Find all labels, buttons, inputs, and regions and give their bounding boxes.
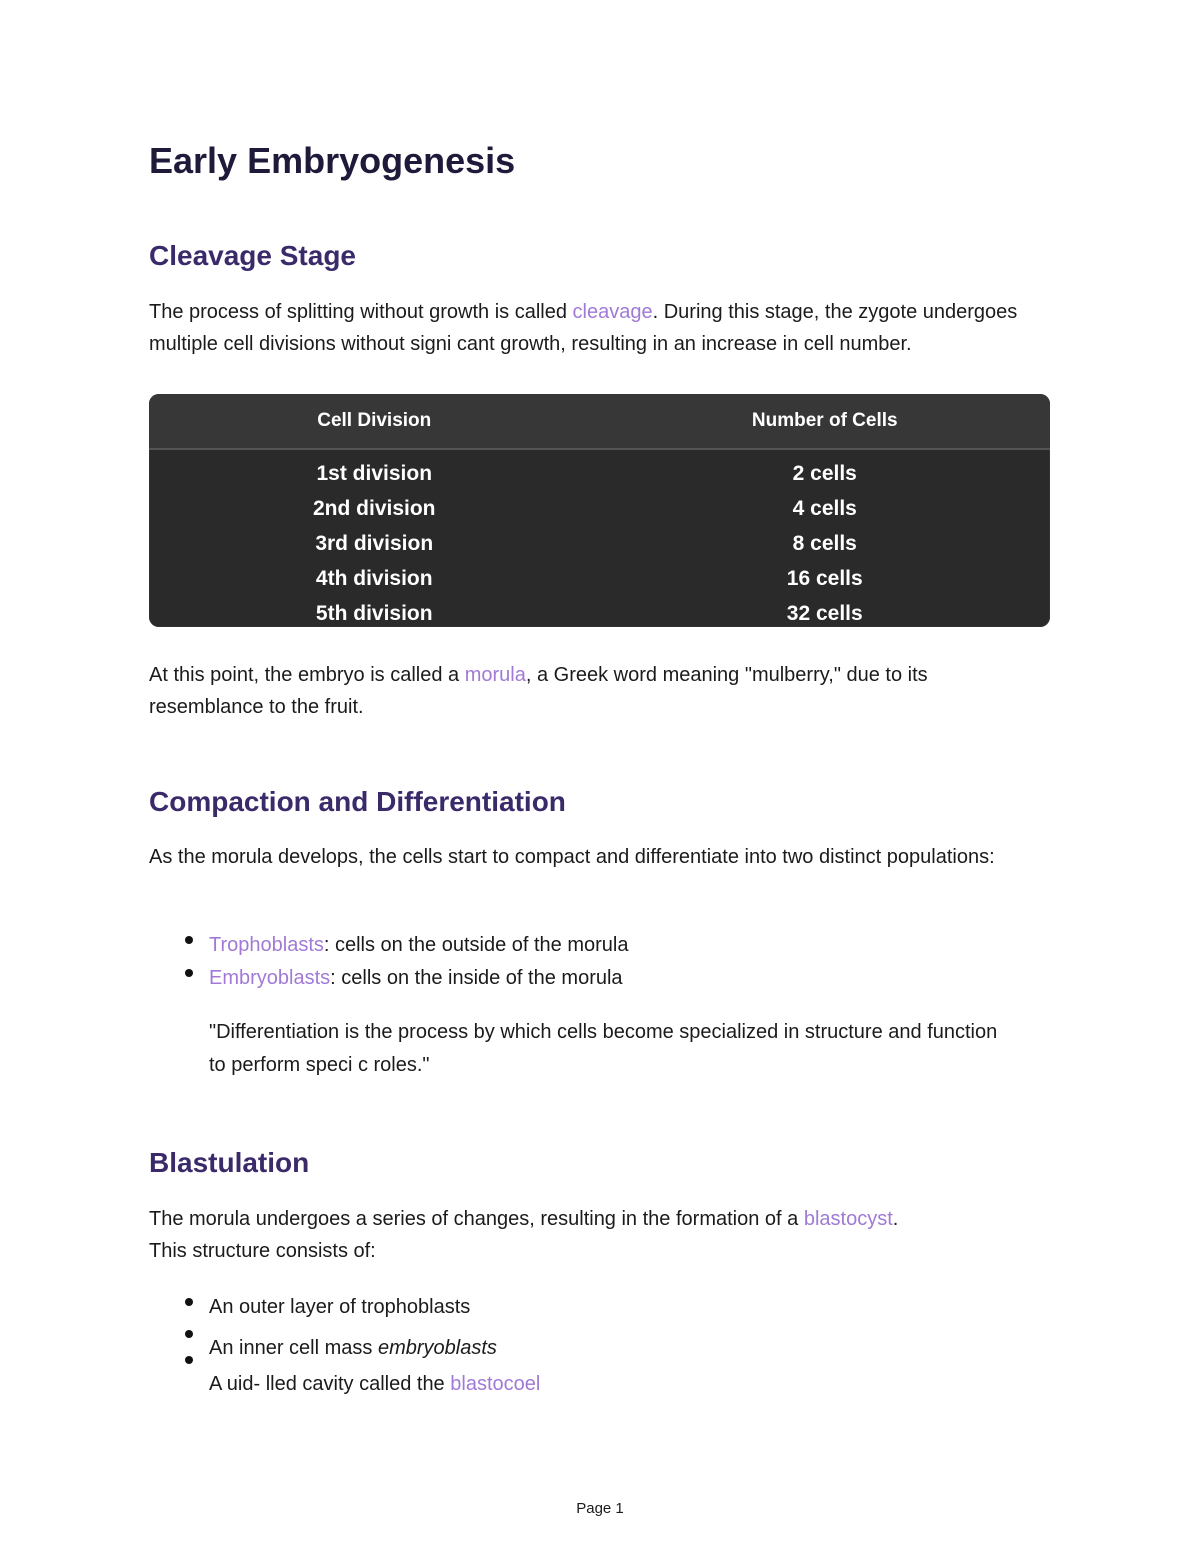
bullet-icon — [185, 1298, 193, 1306]
table-cell-division: 2nd division — [312, 496, 436, 520]
table-cell-division: 3rd division — [315, 531, 434, 555]
table-cell-count: 8 cells — [792, 531, 857, 555]
list-item — [149, 1333, 1049, 1369]
table-header-number-of-cells: Number of Cells — [751, 410, 898, 431]
list-item — [149, 1369, 1049, 1402]
table-row — [149, 491, 1050, 526]
term-cleavage: cleavage — [572, 301, 653, 323]
table-cell-count: 16 cells — [786, 567, 863, 591]
list-item-text: : cells on the inside of the morula — [330, 967, 623, 989]
cleavage-intro-text-before: The process of splitting without growth is called — [149, 301, 573, 323]
table-row — [149, 526, 1050, 561]
table-body — [149, 450, 1050, 627]
list-item-text: : cells on the outside of the morula — [323, 934, 629, 956]
term-embryoblasts: Embryoblasts — [209, 967, 331, 989]
populations-list — [149, 930, 1049, 996]
table-cell-count: 4 cells — [792, 496, 857, 520]
differentiation-quote: "Differentiation is the process by which cells become specialized in structure and function to perform speci c roles." — [209, 1021, 998, 1076]
table-header-cell-division: Cell Division — [317, 410, 432, 431]
term-blastocoel: blastocoel — [450, 1373, 541, 1395]
term-morula: morula — [464, 664, 526, 686]
morula-text-before: At this point, the embryo is called a — [149, 664, 465, 686]
list-item — [149, 930, 1049, 963]
table-row — [149, 597, 1050, 627]
blastulation-intro-paragraph — [149, 1203, 1029, 1267]
list-item-text: An outer layer of trophoblasts — [209, 1296, 471, 1318]
blastulation-text-before: The morula undergoes a series of changes, resulting in the formation of a — [149, 1208, 804, 1230]
list-item-text: A uid- lled cavity called the — [209, 1373, 451, 1395]
term-blastocyst: blastocyst — [803, 1208, 893, 1230]
list-item — [149, 963, 1049, 996]
blastulation-structure-line: This structure consists of: — [149, 1240, 376, 1262]
list-item — [149, 1292, 1049, 1333]
cleavage-intro-text-after: . During this stage, the zygote undergoes multiple cell divisions without signi cant growth, resulting in an increase in cell number. — [149, 301, 1018, 355]
table-row — [149, 562, 1050, 597]
term-trophoblasts: Trophoblasts — [209, 934, 324, 956]
bullet-icon — [185, 936, 193, 944]
blastocyst-structure-list — [149, 1292, 1049, 1402]
blastulation-text-after: . — [892, 1208, 899, 1230]
table-header-row — [149, 394, 1050, 450]
morula-text-after: , a Greek word meaning "mulberry," due to its resemblance to the fruit. — [149, 664, 928, 718]
table-cell-division: 1st division — [316, 461, 433, 485]
document-title: Early Embryogenesis — [149, 140, 516, 181]
heading-cleavage-stage: Cleavage Stage — [149, 240, 356, 271]
table-cell-division: 5th division — [315, 602, 433, 626]
heading-blastulation: Blastulation — [149, 1147, 310, 1178]
compaction-intro-paragraph: As the morula develops, the cells start to compact and differentiate into two distinct populations: — [149, 846, 995, 868]
bullet-icon — [185, 969, 193, 977]
table-row — [149, 456, 1050, 491]
table-cell-division: 4th division — [315, 567, 433, 591]
bullet-icon — [185, 1330, 193, 1338]
heading-compaction-differentiation: Compaction and Differentiation — [149, 786, 566, 817]
page-number-footer: Page 1 — [576, 1500, 624, 1517]
cell-division-table — [149, 394, 1050, 627]
list-item-text: An inner cell mass — [209, 1337, 378, 1359]
bullet-icon — [185, 1356, 193, 1364]
term-embryoblasts-italic: embryoblasts — [377, 1337, 497, 1359]
morula-paragraph — [149, 659, 1029, 723]
cleavage-intro-paragraph — [149, 296, 1029, 360]
table-cell-count: 32 cells — [786, 602, 863, 626]
table-cell-count: 2 cells — [792, 461, 857, 485]
